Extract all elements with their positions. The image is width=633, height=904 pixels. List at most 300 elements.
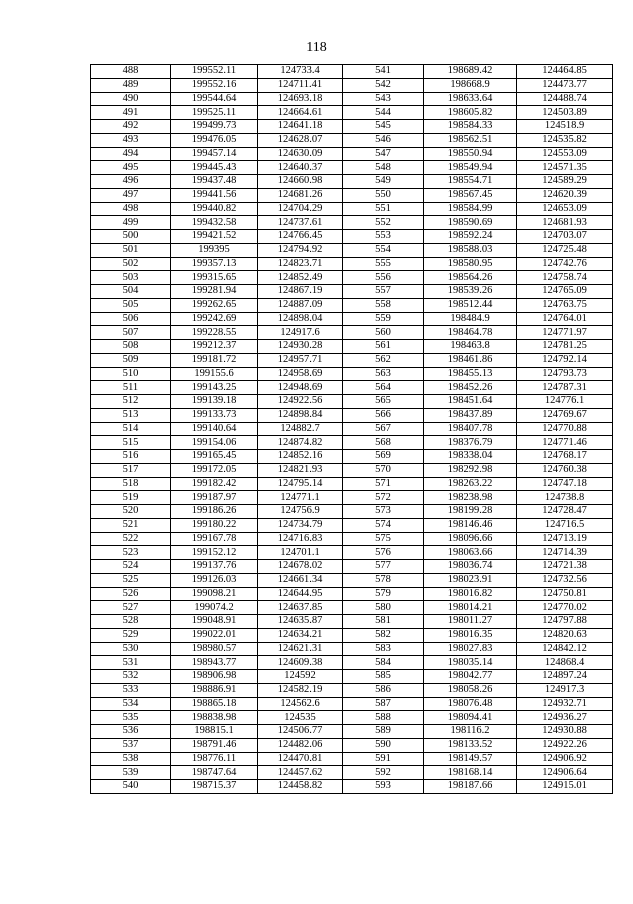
x-coordinate-cell: 198580.95 bbox=[424, 257, 517, 271]
point-number-cell: 590 bbox=[343, 738, 424, 752]
point-number-cell: 547 bbox=[343, 147, 424, 161]
y-coordinate-cell: 124887.09 bbox=[258, 298, 343, 312]
point-number-cell: 585 bbox=[343, 670, 424, 684]
table-row bbox=[91, 615, 613, 629]
x-coordinate-cell: 198605.82 bbox=[424, 106, 517, 120]
y-coordinate-cell: 124737.61 bbox=[258, 216, 343, 230]
y-coordinate-cell: 124503.89 bbox=[517, 106, 613, 120]
point-number-cell: 500 bbox=[91, 230, 171, 244]
table-row bbox=[91, 285, 613, 299]
x-coordinate-cell: 199139.18 bbox=[171, 395, 258, 409]
point-number-cell: 522 bbox=[91, 532, 171, 546]
point-number-cell: 581 bbox=[343, 615, 424, 629]
table-row bbox=[91, 78, 613, 92]
x-coordinate-cell: 198584.33 bbox=[424, 120, 517, 134]
point-number-cell: 587 bbox=[343, 697, 424, 711]
y-coordinate-cell: 124653.09 bbox=[517, 202, 613, 216]
table-row bbox=[91, 505, 613, 519]
x-coordinate-cell: 198562.51 bbox=[424, 133, 517, 147]
point-number-cell: 538 bbox=[91, 752, 171, 766]
point-number-cell: 571 bbox=[343, 477, 424, 491]
y-coordinate-cell: 124771.97 bbox=[517, 326, 613, 340]
x-coordinate-cell: 198980.57 bbox=[171, 642, 258, 656]
x-coordinate-cell: 199525.11 bbox=[171, 106, 258, 120]
point-number-cell: 549 bbox=[343, 175, 424, 189]
x-coordinate-cell: 199441.56 bbox=[171, 188, 258, 202]
point-number-cell: 516 bbox=[91, 450, 171, 464]
x-coordinate-cell: 198815.1 bbox=[171, 725, 258, 739]
y-coordinate-cell: 124488.74 bbox=[517, 92, 613, 106]
point-number-cell: 530 bbox=[91, 642, 171, 656]
x-coordinate-cell: 198715.37 bbox=[171, 780, 258, 794]
y-coordinate-cell: 124756.9 bbox=[258, 505, 343, 519]
y-coordinate-cell: 124747.18 bbox=[517, 477, 613, 491]
point-number-cell: 573 bbox=[343, 505, 424, 519]
table-row bbox=[91, 326, 613, 340]
y-coordinate-cell: 124681.26 bbox=[258, 188, 343, 202]
y-coordinate-cell: 124787.31 bbox=[517, 381, 613, 395]
x-coordinate-cell: 199437.48 bbox=[171, 175, 258, 189]
x-coordinate-cell: 199440.82 bbox=[171, 202, 258, 216]
point-number-cell: 514 bbox=[91, 422, 171, 436]
y-coordinate-cell: 124609.38 bbox=[258, 656, 343, 670]
table-row bbox=[91, 628, 613, 642]
point-number-cell: 524 bbox=[91, 560, 171, 574]
y-coordinate-cell: 124464.85 bbox=[517, 65, 613, 79]
y-coordinate-cell: 124750.81 bbox=[517, 587, 613, 601]
y-coordinate-cell: 124766.45 bbox=[258, 230, 343, 244]
point-number-cell: 576 bbox=[343, 546, 424, 560]
y-coordinate-cell: 124922.56 bbox=[258, 395, 343, 409]
x-coordinate-cell: 199395 bbox=[171, 243, 258, 257]
y-coordinate-cell: 124852.16 bbox=[258, 450, 343, 464]
y-coordinate-cell: 124734.79 bbox=[258, 518, 343, 532]
point-number-cell: 517 bbox=[91, 463, 171, 477]
x-coordinate-cell: 198146.46 bbox=[424, 518, 517, 532]
x-coordinate-cell: 198452.26 bbox=[424, 381, 517, 395]
x-coordinate-cell: 199074.2 bbox=[171, 601, 258, 615]
page-number: 118 bbox=[306, 40, 327, 55]
point-number-cell: 574 bbox=[343, 518, 424, 532]
x-coordinate-cell: 199133.73 bbox=[171, 408, 258, 422]
x-coordinate-cell: 198023.91 bbox=[424, 573, 517, 587]
table-row bbox=[91, 298, 613, 312]
point-number-cell: 584 bbox=[343, 656, 424, 670]
point-number-cell: 492 bbox=[91, 120, 171, 134]
y-coordinate-cell: 124763.75 bbox=[517, 298, 613, 312]
x-coordinate-cell: 198464.78 bbox=[424, 326, 517, 340]
point-number-cell: 589 bbox=[343, 725, 424, 739]
x-coordinate-cell: 198747.64 bbox=[171, 766, 258, 780]
point-number-cell: 499 bbox=[91, 216, 171, 230]
point-number-cell: 591 bbox=[343, 752, 424, 766]
point-number-cell: 491 bbox=[91, 106, 171, 120]
y-coordinate-cell: 124898.84 bbox=[258, 408, 343, 422]
point-number-cell: 578 bbox=[343, 573, 424, 587]
table-row bbox=[91, 560, 613, 574]
y-coordinate-cell: 124535 bbox=[258, 711, 343, 725]
table-row bbox=[91, 546, 613, 560]
x-coordinate-cell: 199154.06 bbox=[171, 436, 258, 450]
x-coordinate-cell: 198042.77 bbox=[424, 670, 517, 684]
y-coordinate-cell: 124867.19 bbox=[258, 285, 343, 299]
point-number-cell: 562 bbox=[343, 353, 424, 367]
x-coordinate-cell: 198564.26 bbox=[424, 271, 517, 285]
table-row bbox=[91, 353, 613, 367]
table-row bbox=[91, 340, 613, 354]
point-number-cell: 548 bbox=[343, 161, 424, 175]
y-coordinate-cell: 124868.4 bbox=[517, 656, 613, 670]
point-number-cell: 539 bbox=[91, 766, 171, 780]
y-coordinate-cell: 124482.06 bbox=[258, 738, 343, 752]
point-number-cell: 565 bbox=[343, 395, 424, 409]
x-coordinate-cell: 198689.42 bbox=[424, 65, 517, 79]
x-coordinate-cell: 199048.91 bbox=[171, 615, 258, 629]
y-coordinate-cell: 124771.46 bbox=[517, 436, 613, 450]
x-coordinate-cell: 198461.86 bbox=[424, 353, 517, 367]
x-coordinate-cell: 198838.98 bbox=[171, 711, 258, 725]
x-coordinate-cell: 198238.98 bbox=[424, 491, 517, 505]
y-coordinate-cell: 124635.87 bbox=[258, 615, 343, 629]
y-coordinate-cell: 124571.35 bbox=[517, 161, 613, 175]
x-coordinate-cell: 198058.26 bbox=[424, 683, 517, 697]
y-coordinate-cell: 124776.1 bbox=[517, 395, 613, 409]
x-coordinate-cell: 198187.66 bbox=[424, 780, 517, 794]
y-coordinate-cell: 124758.74 bbox=[517, 271, 613, 285]
y-coordinate-cell: 124553.09 bbox=[517, 147, 613, 161]
point-number-cell: 553 bbox=[343, 230, 424, 244]
y-coordinate-cell: 124823.71 bbox=[258, 257, 343, 271]
point-number-cell: 515 bbox=[91, 436, 171, 450]
x-coordinate-cell: 199228.55 bbox=[171, 326, 258, 340]
y-coordinate-cell: 124704.29 bbox=[258, 202, 343, 216]
y-coordinate-cell: 124930.28 bbox=[258, 340, 343, 354]
table-row bbox=[91, 780, 613, 794]
x-coordinate-cell: 198027.83 bbox=[424, 642, 517, 656]
y-coordinate-cell: 124630.09 bbox=[258, 147, 343, 161]
x-coordinate-cell: 198437.89 bbox=[424, 408, 517, 422]
point-number-cell: 523 bbox=[91, 546, 171, 560]
x-coordinate-cell: 198633.64 bbox=[424, 92, 517, 106]
x-coordinate-cell: 199499.73 bbox=[171, 120, 258, 134]
y-coordinate-cell: 124771.1 bbox=[258, 491, 343, 505]
x-coordinate-cell: 198549.94 bbox=[424, 161, 517, 175]
table-row bbox=[91, 395, 613, 409]
point-number-cell: 537 bbox=[91, 738, 171, 752]
table-row bbox=[91, 161, 613, 175]
x-coordinate-cell: 198451.64 bbox=[424, 395, 517, 409]
y-coordinate-cell: 124535.82 bbox=[517, 133, 613, 147]
point-number-cell: 519 bbox=[91, 491, 171, 505]
table-row bbox=[91, 92, 613, 106]
x-coordinate-cell: 198668.9 bbox=[424, 78, 517, 92]
table-row bbox=[91, 587, 613, 601]
x-coordinate-cell: 198588.03 bbox=[424, 243, 517, 257]
y-coordinate-cell: 124637.85 bbox=[258, 601, 343, 615]
y-coordinate-cell: 124562.6 bbox=[258, 697, 343, 711]
point-number-cell: 511 bbox=[91, 381, 171, 395]
x-coordinate-cell: 199167.78 bbox=[171, 532, 258, 546]
x-coordinate-cell: 199137.76 bbox=[171, 560, 258, 574]
x-coordinate-cell: 198036.74 bbox=[424, 560, 517, 574]
point-number-cell: 566 bbox=[343, 408, 424, 422]
point-number-cell: 506 bbox=[91, 312, 171, 326]
point-number-cell: 572 bbox=[343, 491, 424, 505]
y-coordinate-cell: 124742.76 bbox=[517, 257, 613, 271]
point-number-cell: 531 bbox=[91, 656, 171, 670]
y-coordinate-cell: 124882.7 bbox=[258, 422, 343, 436]
y-coordinate-cell: 124765.09 bbox=[517, 285, 613, 299]
point-number-cell: 557 bbox=[343, 285, 424, 299]
x-coordinate-cell: 199155.6 bbox=[171, 367, 258, 381]
point-number-cell: 512 bbox=[91, 395, 171, 409]
y-coordinate-cell: 124693.18 bbox=[258, 92, 343, 106]
point-number-cell: 490 bbox=[91, 92, 171, 106]
y-coordinate-cell: 124794.92 bbox=[258, 243, 343, 257]
x-coordinate-cell: 199098.21 bbox=[171, 587, 258, 601]
point-number-cell: 520 bbox=[91, 505, 171, 519]
point-number-cell: 535 bbox=[91, 711, 171, 725]
y-coordinate-cell: 124458.82 bbox=[258, 780, 343, 794]
x-coordinate-cell: 198199.28 bbox=[424, 505, 517, 519]
table-row bbox=[91, 243, 613, 257]
x-coordinate-cell: 198096.66 bbox=[424, 532, 517, 546]
table-row bbox=[91, 120, 613, 134]
x-coordinate-cell: 199182.42 bbox=[171, 477, 258, 491]
x-coordinate-cell: 199315.65 bbox=[171, 271, 258, 285]
y-coordinate-cell: 124770.88 bbox=[517, 422, 613, 436]
table-row bbox=[91, 202, 613, 216]
x-coordinate-cell: 199022.01 bbox=[171, 628, 258, 642]
x-coordinate-cell: 199242.69 bbox=[171, 312, 258, 326]
point-number-cell: 564 bbox=[343, 381, 424, 395]
point-number-cell: 529 bbox=[91, 628, 171, 642]
point-number-cell: 526 bbox=[91, 587, 171, 601]
x-coordinate-cell: 199552.11 bbox=[171, 65, 258, 79]
y-coordinate-cell: 124738.8 bbox=[517, 491, 613, 505]
y-coordinate-cell: 124701.1 bbox=[258, 546, 343, 560]
y-coordinate-cell: 124821.93 bbox=[258, 463, 343, 477]
x-coordinate-cell: 198484.9 bbox=[424, 312, 517, 326]
y-coordinate-cell: 124582.19 bbox=[258, 683, 343, 697]
point-number-cell: 495 bbox=[91, 161, 171, 175]
y-coordinate-cell: 124634.21 bbox=[258, 628, 343, 642]
x-coordinate-cell: 199281.94 bbox=[171, 285, 258, 299]
y-coordinate-cell: 124793.73 bbox=[517, 367, 613, 381]
point-number-cell: 568 bbox=[343, 436, 424, 450]
y-coordinate-cell: 124760.38 bbox=[517, 463, 613, 477]
table-row bbox=[91, 147, 613, 161]
table-row bbox=[91, 642, 613, 656]
point-number-cell: 546 bbox=[343, 133, 424, 147]
table-row bbox=[91, 711, 613, 725]
point-number-cell: 544 bbox=[343, 106, 424, 120]
y-coordinate-cell: 124898.04 bbox=[258, 312, 343, 326]
table-row bbox=[91, 106, 613, 120]
table-row bbox=[91, 133, 613, 147]
point-number-cell: 560 bbox=[343, 326, 424, 340]
table-row bbox=[91, 271, 613, 285]
point-number-cell: 494 bbox=[91, 147, 171, 161]
y-coordinate-cell: 124644.95 bbox=[258, 587, 343, 601]
table-row bbox=[91, 65, 613, 79]
y-coordinate-cell: 124957.71 bbox=[258, 353, 343, 367]
y-coordinate-cell: 124897.24 bbox=[517, 670, 613, 684]
table-row bbox=[91, 312, 613, 326]
point-number-cell: 555 bbox=[343, 257, 424, 271]
point-number-cell: 525 bbox=[91, 573, 171, 587]
y-coordinate-cell: 124660.98 bbox=[258, 175, 343, 189]
table-row bbox=[91, 725, 613, 739]
x-coordinate-cell: 198035.14 bbox=[424, 656, 517, 670]
y-coordinate-cell: 124506.77 bbox=[258, 725, 343, 739]
point-number-cell: 504 bbox=[91, 285, 171, 299]
y-coordinate-cell: 124917.3 bbox=[517, 683, 613, 697]
x-coordinate-cell: 199140.64 bbox=[171, 422, 258, 436]
y-coordinate-cell: 124820.63 bbox=[517, 628, 613, 642]
y-coordinate-cell: 124678.02 bbox=[258, 560, 343, 574]
y-coordinate-cell: 124842.12 bbox=[517, 642, 613, 656]
point-number-cell: 501 bbox=[91, 243, 171, 257]
x-coordinate-cell: 198063.66 bbox=[424, 546, 517, 560]
point-number-cell: 513 bbox=[91, 408, 171, 422]
x-coordinate-cell: 199262.65 bbox=[171, 298, 258, 312]
point-number-cell: 550 bbox=[343, 188, 424, 202]
point-number-cell: 577 bbox=[343, 560, 424, 574]
table-row bbox=[91, 532, 613, 546]
x-coordinate-cell: 198886.91 bbox=[171, 683, 258, 697]
point-number-cell: 532 bbox=[91, 670, 171, 684]
table-row bbox=[91, 656, 613, 670]
x-coordinate-cell: 198094.41 bbox=[424, 711, 517, 725]
point-number-cell: 593 bbox=[343, 780, 424, 794]
point-number-cell: 575 bbox=[343, 532, 424, 546]
y-coordinate-cell: 124768.17 bbox=[517, 450, 613, 464]
table-row bbox=[91, 257, 613, 271]
y-coordinate-cell: 124852.49 bbox=[258, 271, 343, 285]
y-coordinate-cell: 124589.29 bbox=[517, 175, 613, 189]
y-coordinate-cell: 124792.14 bbox=[517, 353, 613, 367]
y-coordinate-cell: 124930.88 bbox=[517, 725, 613, 739]
point-number-cell: 536 bbox=[91, 725, 171, 739]
point-number-cell: 502 bbox=[91, 257, 171, 271]
x-coordinate-cell: 198016.35 bbox=[424, 628, 517, 642]
table-row bbox=[91, 518, 613, 532]
point-number-cell: 509 bbox=[91, 353, 171, 367]
x-coordinate-cell: 198168.14 bbox=[424, 766, 517, 780]
point-number-cell: 496 bbox=[91, 175, 171, 189]
x-coordinate-cell: 198011.27 bbox=[424, 615, 517, 629]
x-coordinate-cell: 198512.44 bbox=[424, 298, 517, 312]
x-coordinate-cell: 199212.37 bbox=[171, 340, 258, 354]
x-coordinate-cell: 198376.79 bbox=[424, 436, 517, 450]
table-row bbox=[91, 601, 613, 615]
point-number-cell: 563 bbox=[343, 367, 424, 381]
x-coordinate-cell: 199181.72 bbox=[171, 353, 258, 367]
x-coordinate-cell: 199421.52 bbox=[171, 230, 258, 244]
point-number-cell: 527 bbox=[91, 601, 171, 615]
y-coordinate-cell: 124733.4 bbox=[258, 65, 343, 79]
y-coordinate-cell: 124770.02 bbox=[517, 601, 613, 615]
x-coordinate-cell: 198590.69 bbox=[424, 216, 517, 230]
coordinates-table-body bbox=[91, 65, 613, 794]
x-coordinate-cell: 198263.22 bbox=[424, 477, 517, 491]
table-row bbox=[91, 697, 613, 711]
x-coordinate-cell: 198014.21 bbox=[424, 601, 517, 615]
table-row bbox=[91, 422, 613, 436]
y-coordinate-cell: 124716.83 bbox=[258, 532, 343, 546]
point-number-cell: 528 bbox=[91, 615, 171, 629]
x-coordinate-cell: 199152.12 bbox=[171, 546, 258, 560]
x-coordinate-cell: 199457.14 bbox=[171, 147, 258, 161]
x-coordinate-cell: 198865.18 bbox=[171, 697, 258, 711]
point-number-cell: 493 bbox=[91, 133, 171, 147]
point-number-cell: 508 bbox=[91, 340, 171, 354]
y-coordinate-cell: 124958.69 bbox=[258, 367, 343, 381]
point-number-cell: 533 bbox=[91, 683, 171, 697]
table-row bbox=[91, 408, 613, 422]
point-number-cell: 540 bbox=[91, 780, 171, 794]
x-coordinate-cell: 198550.94 bbox=[424, 147, 517, 161]
x-coordinate-cell: 199552.16 bbox=[171, 78, 258, 92]
table-row bbox=[91, 230, 613, 244]
x-coordinate-cell: 198567.45 bbox=[424, 188, 517, 202]
point-number-cell: 570 bbox=[343, 463, 424, 477]
y-coordinate-cell: 124915.01 bbox=[517, 780, 613, 794]
x-coordinate-cell: 199432.58 bbox=[171, 216, 258, 230]
table-row bbox=[91, 491, 613, 505]
x-coordinate-cell: 198338.04 bbox=[424, 450, 517, 464]
x-coordinate-cell: 199187.97 bbox=[171, 491, 258, 505]
point-number-cell: 545 bbox=[343, 120, 424, 134]
y-coordinate-cell: 124661.34 bbox=[258, 573, 343, 587]
x-coordinate-cell: 198592.24 bbox=[424, 230, 517, 244]
point-number-cell: 521 bbox=[91, 518, 171, 532]
table-row bbox=[91, 477, 613, 491]
x-coordinate-cell: 198292.98 bbox=[424, 463, 517, 477]
y-coordinate-cell: 124621.31 bbox=[258, 642, 343, 656]
table-row bbox=[91, 216, 613, 230]
x-coordinate-cell: 198776.11 bbox=[171, 752, 258, 766]
x-coordinate-cell: 198455.13 bbox=[424, 367, 517, 381]
y-coordinate-cell: 124641.18 bbox=[258, 120, 343, 134]
y-coordinate-cell: 124917.6 bbox=[258, 326, 343, 340]
point-number-cell: 507 bbox=[91, 326, 171, 340]
table-row bbox=[91, 573, 613, 587]
point-number-cell: 567 bbox=[343, 422, 424, 436]
y-coordinate-cell: 124936.27 bbox=[517, 711, 613, 725]
x-coordinate-cell: 198554.71 bbox=[424, 175, 517, 189]
y-coordinate-cell: 124628.07 bbox=[258, 133, 343, 147]
table-row bbox=[91, 436, 613, 450]
y-coordinate-cell: 124732.56 bbox=[517, 573, 613, 587]
point-number-cell: 510 bbox=[91, 367, 171, 381]
point-number-cell: 561 bbox=[343, 340, 424, 354]
x-coordinate-cell: 199445.43 bbox=[171, 161, 258, 175]
x-coordinate-cell: 199180.22 bbox=[171, 518, 258, 532]
y-coordinate-cell: 124592 bbox=[258, 670, 343, 684]
x-coordinate-cell: 199476.05 bbox=[171, 133, 258, 147]
y-coordinate-cell: 124703.07 bbox=[517, 230, 613, 244]
point-number-cell: 552 bbox=[343, 216, 424, 230]
y-coordinate-cell: 124620.39 bbox=[517, 188, 613, 202]
point-number-cell: 497 bbox=[91, 188, 171, 202]
point-number-cell: 586 bbox=[343, 683, 424, 697]
table-row bbox=[91, 188, 613, 202]
y-coordinate-cell: 124874.82 bbox=[258, 436, 343, 450]
x-coordinate-cell: 198943.77 bbox=[171, 656, 258, 670]
y-coordinate-cell: 124713.19 bbox=[517, 532, 613, 546]
